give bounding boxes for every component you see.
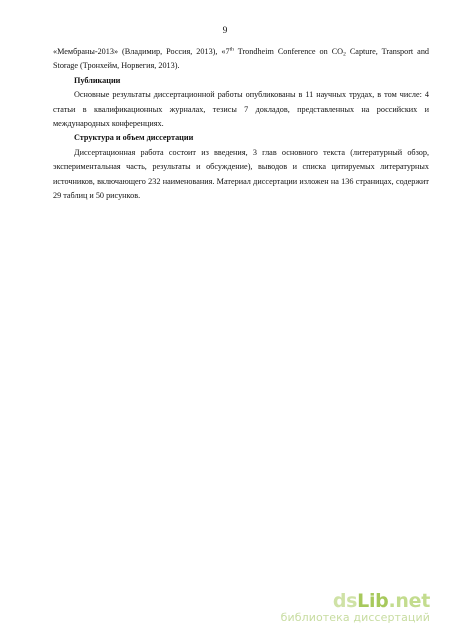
publications-text: Основные результаты диссертационной работы опубликованы в 11 научных трудах, в том числе: 4 статьи в квалификационных журналах, тезисы 7 докладов, представленных на российских и международных конференциях. <box>53 90 429 129</box>
logo-ds: ds <box>332 590 358 612</box>
page-number: 9 <box>222 26 228 36</box>
co2-subscript: 2 <box>343 51 346 58</box>
page-content <box>53 45 429 203</box>
watermark-tagline: библиотека диссертаций <box>280 611 430 624</box>
ordinal-superscript: th <box>229 46 234 53</box>
conference-text-3: Capture, Transport and Storage (Тронхейм, Норвегия, 2013). <box>53 47 430 71</box>
logo-lib: Lib <box>357 590 389 612</box>
conference-paragraph <box>53 45 429 74</box>
logo-net: .net <box>388 590 430 612</box>
publications-heading: Публикации <box>74 75 121 85</box>
dslib-watermark <box>281 591 430 625</box>
structure-text: Диссертационная работа состоит из введения, 3 глав основного текста (литературный обзор, экспериментальная часть, результаты и обсуждение), выводов и списка цитируемых литературных источников, включающего 232 наименования. Материал диссертации изложен на 136 страницах, содержит 29 таблиц и 50 рисунков. <box>53 147 429 201</box>
dslib-logo <box>281 591 430 611</box>
conference-text-1: «Мембраны-2013» (Владимир, Россия, 2013), «7 <box>53 47 230 56</box>
conference-text-2: Trondheim Conference on CO <box>233 47 344 56</box>
structure-heading: Структура и объем диссертации <box>74 133 194 143</box>
